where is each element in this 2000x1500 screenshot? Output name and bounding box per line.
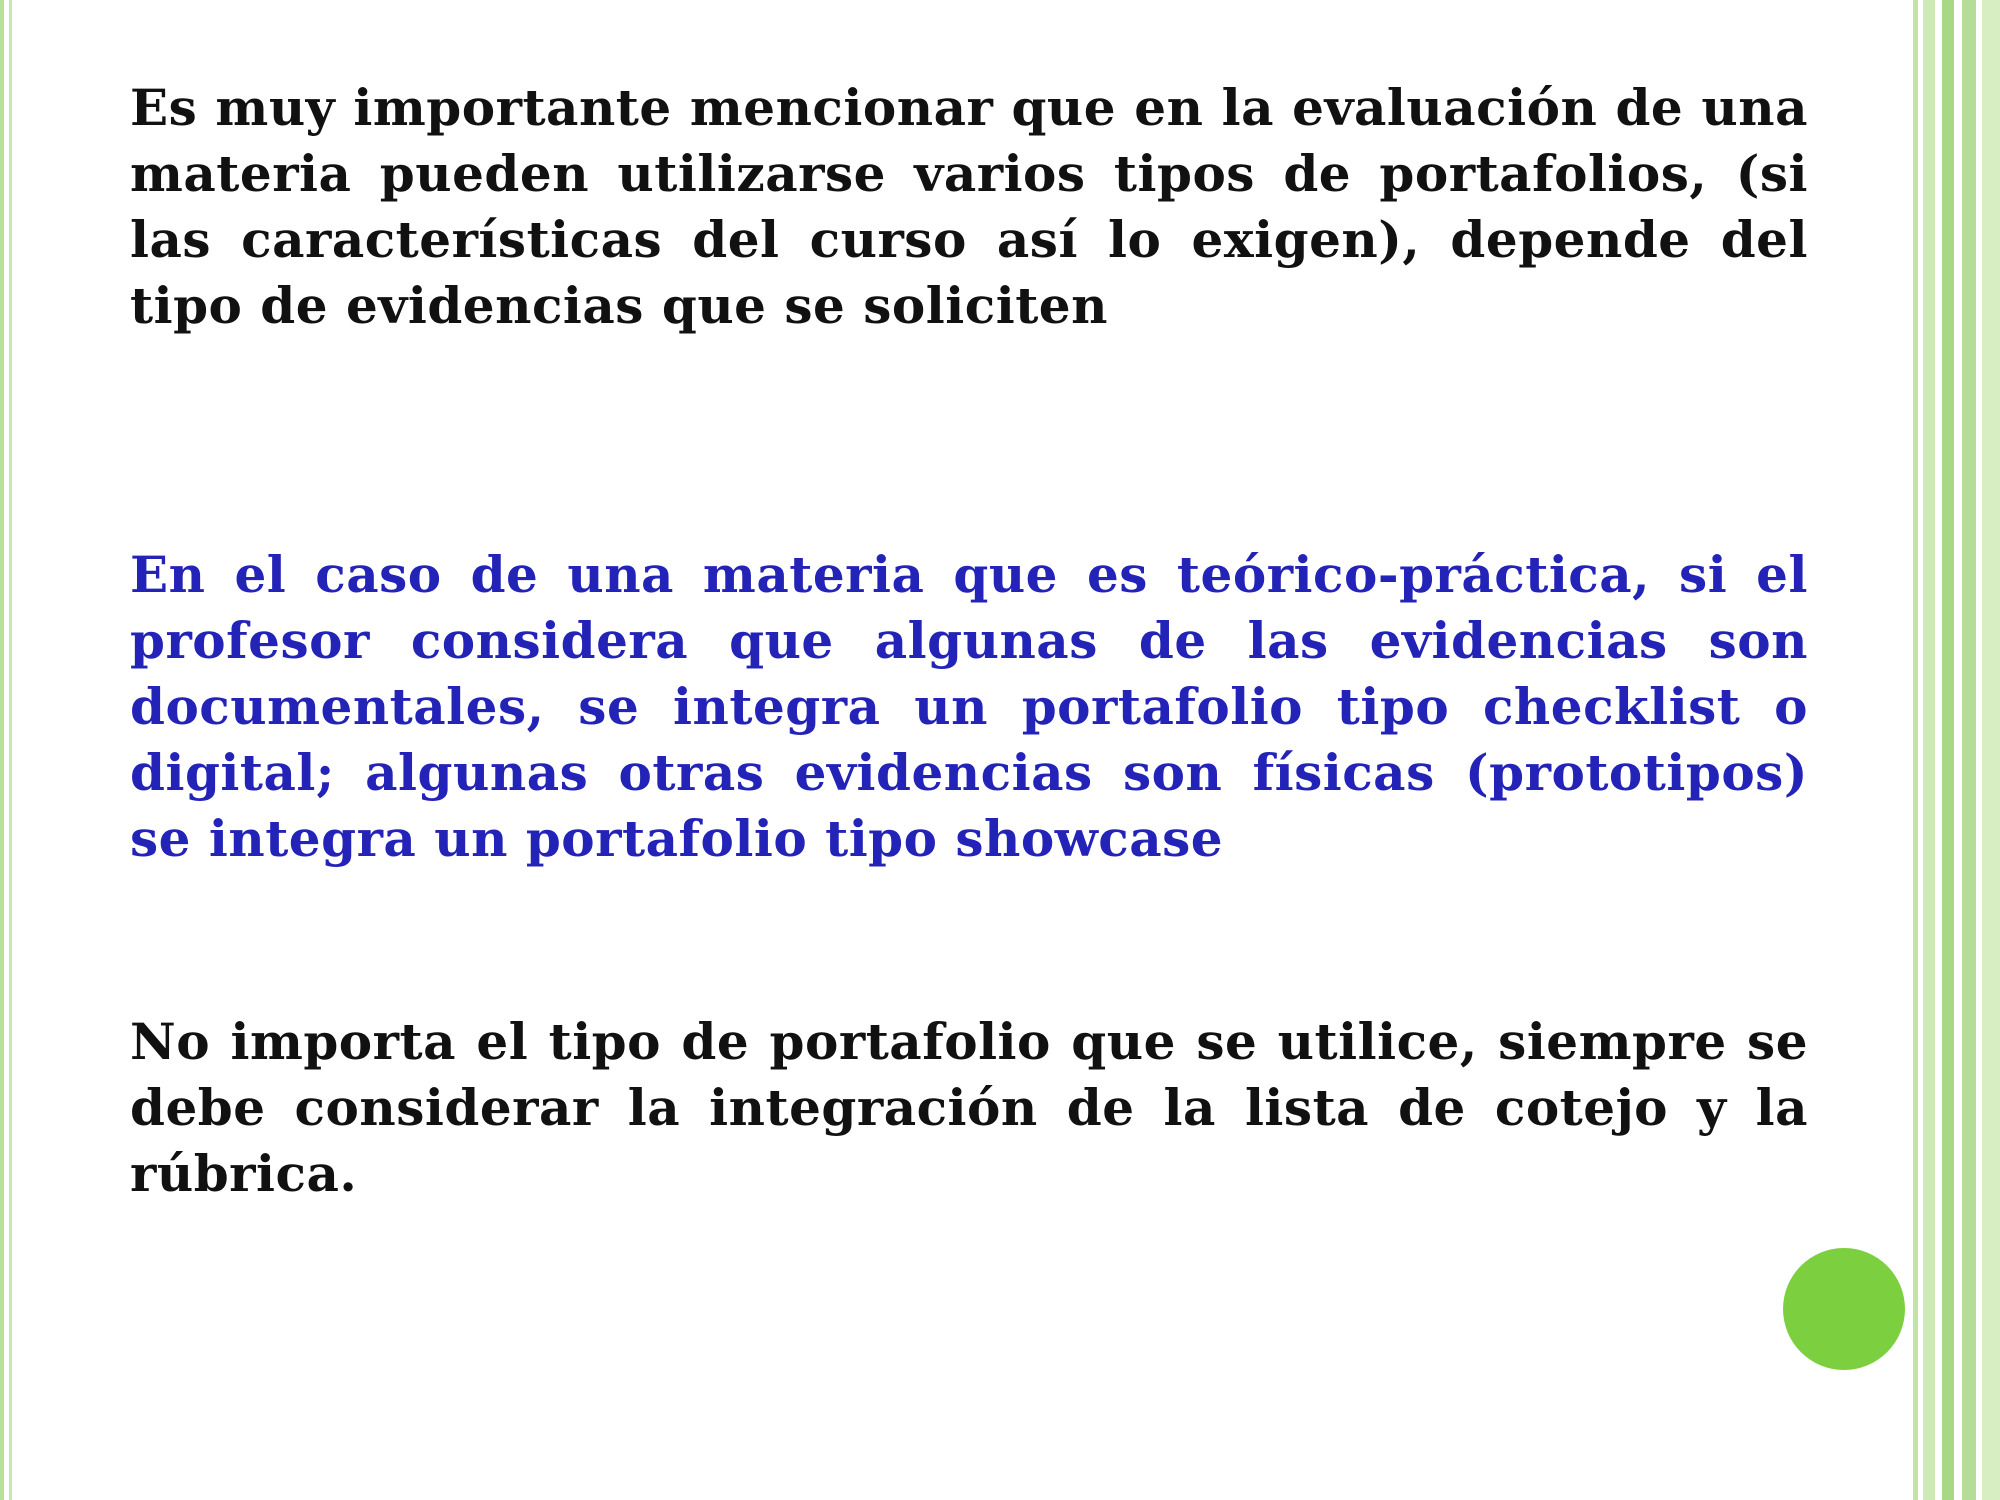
paragraph-theory-practice-example: En el caso de una materia que es teórico-práctica, si el profesor considera que algunas de las evidencias son documentales, se integra un portafolio tipo checklist o digital; algunas otras evidencias son físicas (prototipos) se integra un portafolio tipo showcase [130, 545, 1808, 868]
paragraph-checklist-rubric: No importa el tipo de portafolio que se utilice, siempre se debe considerar la integración de la lista de cotejo y la rúbrica. [130, 1012, 1808, 1203]
right-border-band [1913, 0, 1918, 1500]
left-border-line-inner [9, 0, 12, 1500]
paragraph-portfolio-types: Es muy importante mencionar que en la evaluación de una materia pueden utilizarse varios tipos de portafolios, (si las características del curso así lo exigen), depende del tipo de evidencias que se soliciten [130, 78, 1808, 335]
right-border-band [1962, 0, 1976, 1500]
right-border-band [1942, 0, 1954, 1500]
green-circle-decoration [1783, 1248, 1905, 1370]
right-border-band [1923, 0, 1935, 1500]
right-border-band [1982, 0, 2000, 1500]
left-border-line [0, 0, 4, 1500]
